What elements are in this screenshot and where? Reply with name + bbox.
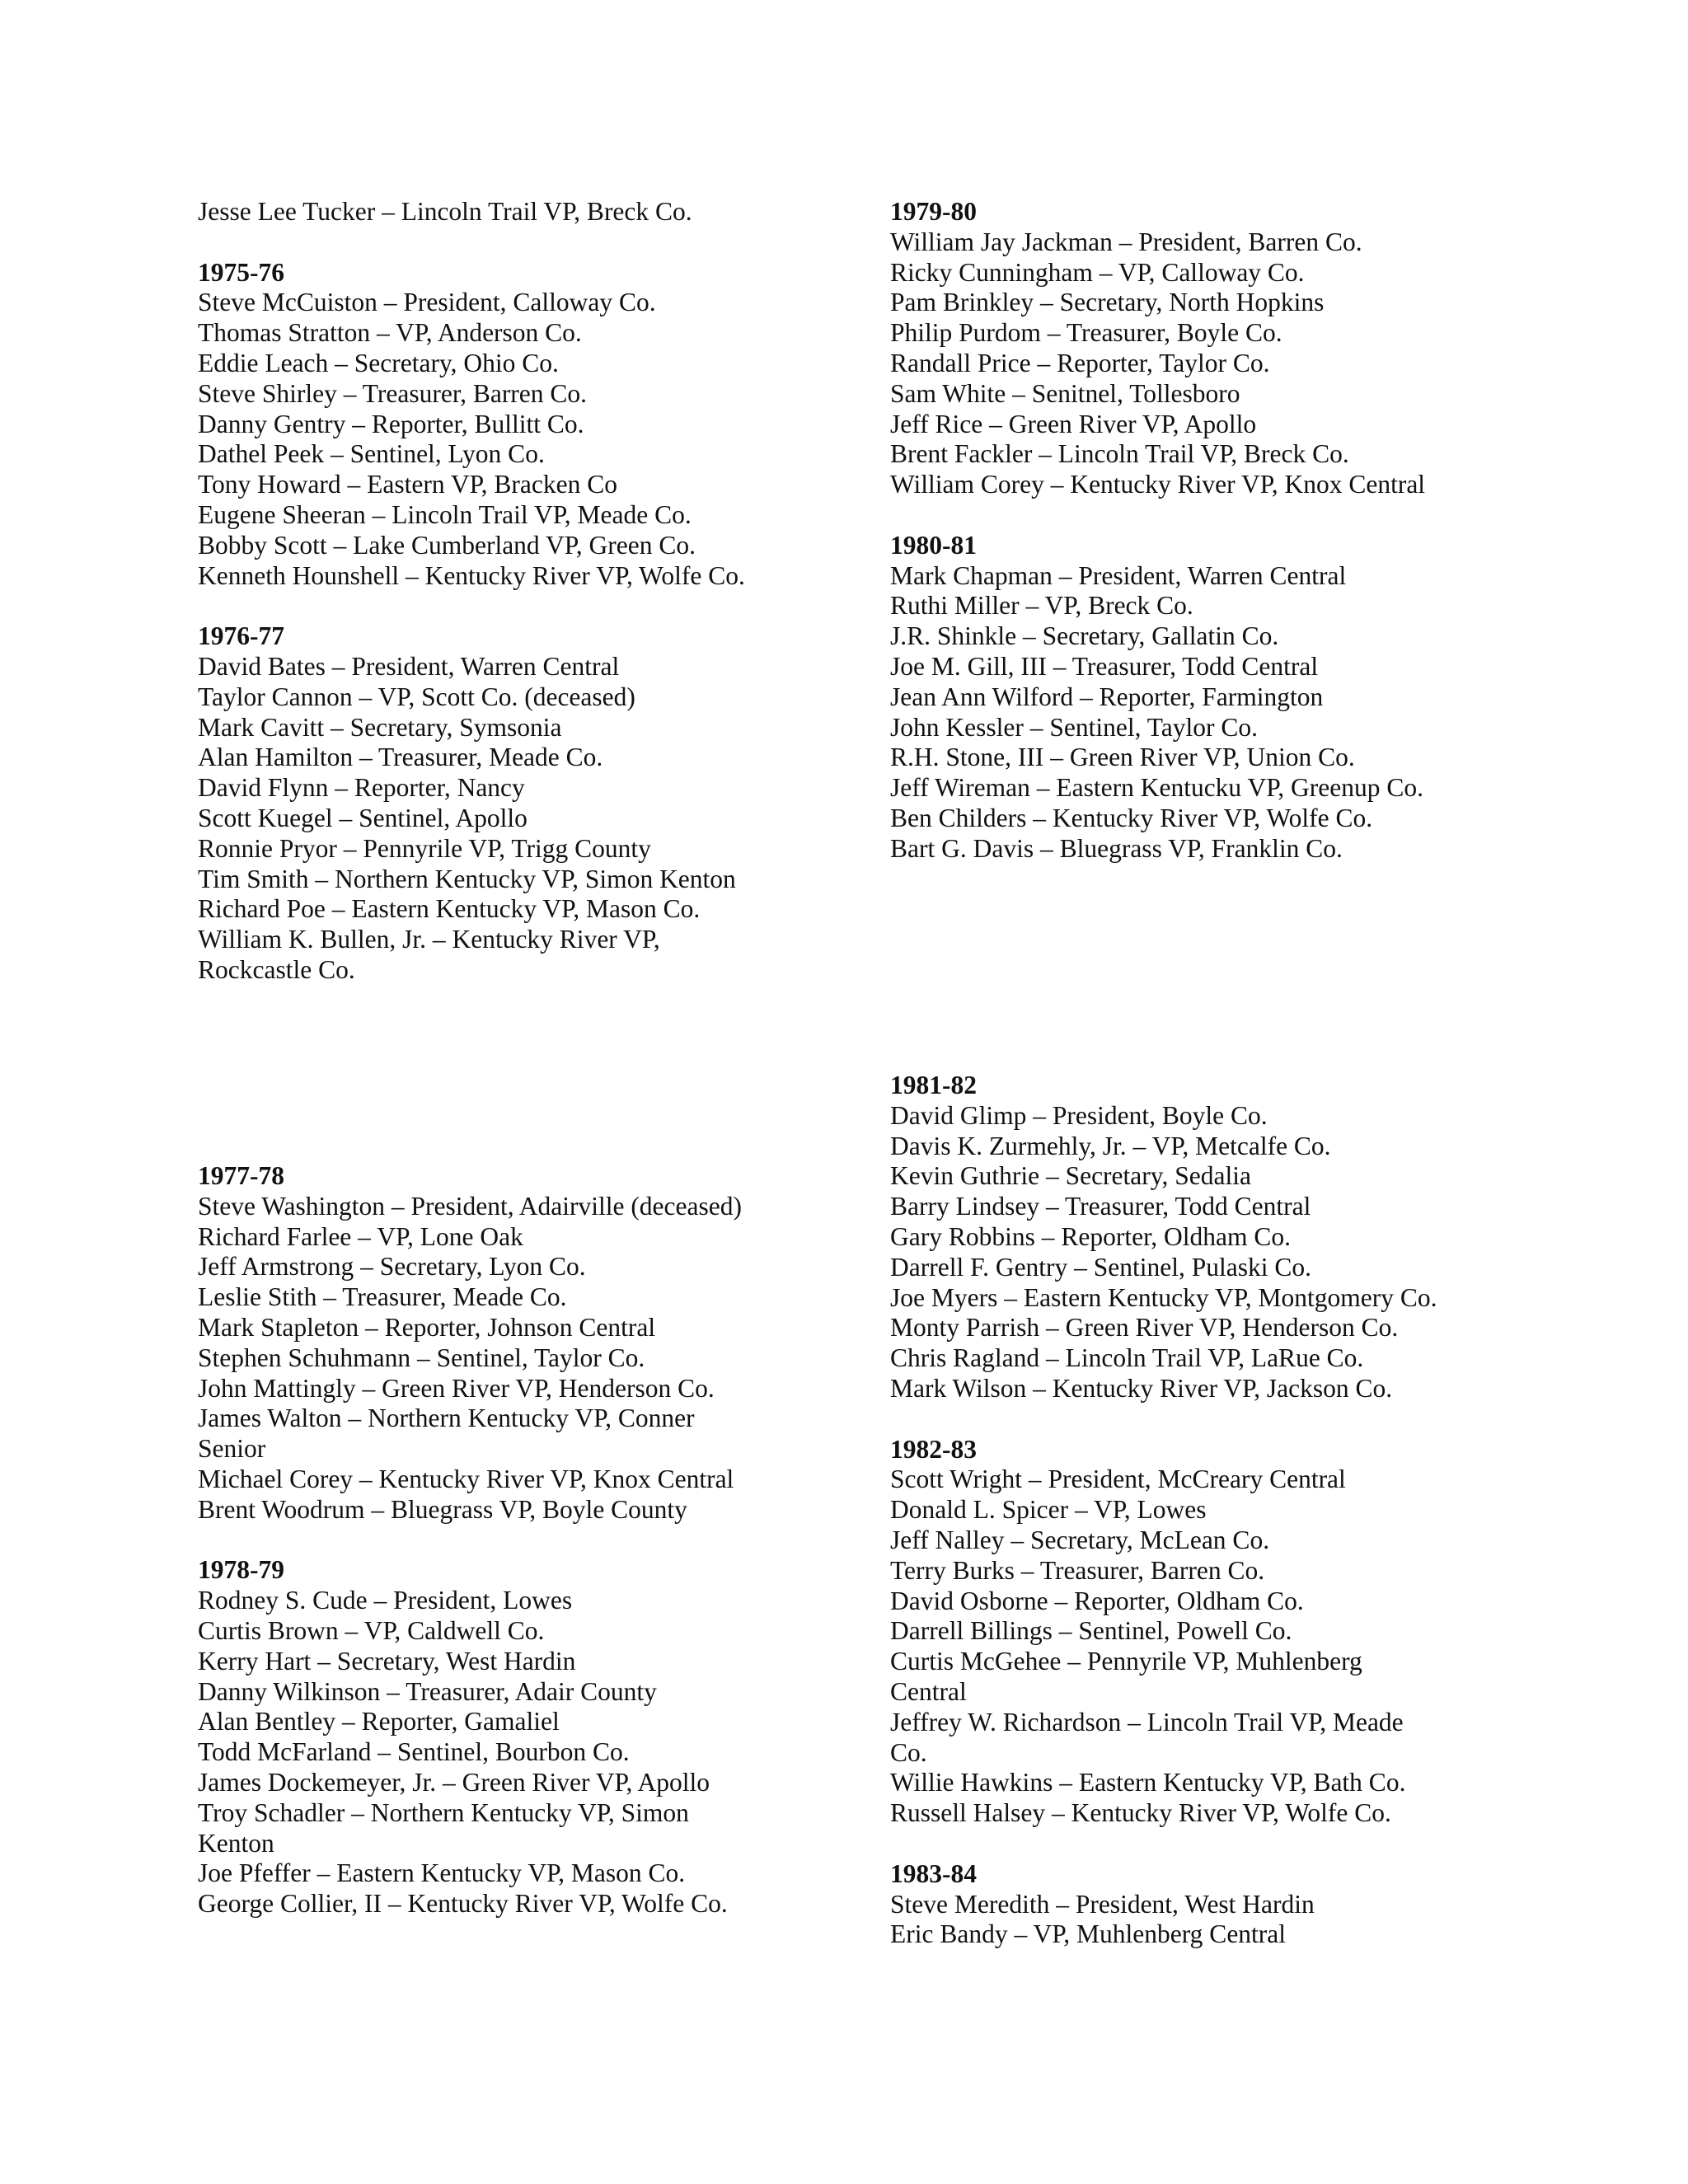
officer-line: Brent Fackler – Lincoln Trail VP, Breck Co. (890, 439, 1349, 469)
officer-line: Chris Ragland – Lincoln Trail VP, LaRue Co. (890, 1343, 1364, 1373)
officer-line: Philip Purdom – Treasurer, Boyle Co. (890, 318, 1282, 348)
officer-line: David Bates – President, Warren Central (198, 651, 620, 681)
year-heading: 1976-77 (198, 621, 284, 651)
officer-line: Mark Cavitt – Secretary, Symsonia (198, 712, 562, 742)
left-column-bottom (198, 1161, 824, 1919)
officer-line: Russell Halsey – Kentucky River VP, Wolfe Co. (890, 1798, 1391, 1828)
officer-line: Joe Myers – Eastern Kentucky VP, Montgomery Co. (890, 1282, 1437, 1312)
officer-line: Alan Bentley – Reporter, Gamaliel (198, 1707, 560, 1736)
officer-group-1982-83 (890, 1435, 1517, 1829)
year-heading: 1983-84 (890, 1858, 977, 1888)
officer-line: R.H. Stone, III – Green River VP, Union Co. (890, 743, 1355, 772)
officer-line: James Dockemeyer, Jr. – Green River VP, Apollo (198, 1767, 710, 1797)
year-heading: 1980-81 (890, 530, 977, 560)
officer-line: Danny Gentry – Reporter, Bullitt Co. (198, 409, 584, 438)
officer-group-1976-77 (198, 621, 824, 986)
officer-line: Darrell Billings – Sentinel, Powell Co. (890, 1616, 1292, 1646)
officer-line: Alan Hamilton – Treasurer, Meade Co. (198, 743, 603, 772)
officer-line: Sam White – Senitnel, Tollesboro (890, 378, 1240, 408)
officer-line: Jeff Nalley – Secretary, McLean Co. (890, 1525, 1270, 1554)
officer-line: Ruthi Miller – VP, Breck Co. (890, 591, 1193, 621)
officer-line: Curtis Brown – VP, Caldwell Co. (198, 1615, 545, 1645)
officer-line: Ricky Cunningham – VP, Calloway Co. (890, 257, 1305, 287)
officer-line: William K. Bullen, Jr. – Kentucky River VP, (198, 925, 660, 954)
officer-line: Richard Farlee – VP, Lone Oak (198, 1221, 523, 1251)
right-column-bottom (890, 1071, 1517, 1950)
officer-line: Steve McCuiston – President, Calloway Co. (198, 288, 656, 317)
year-heading: 1975-76 (198, 257, 284, 287)
officer-line: Steve Washington – President, Adairville (deceased) (198, 1191, 742, 1221)
officer-group-1981-82 (890, 1071, 1517, 1404)
officer-line: Co. (890, 1737, 927, 1767)
officer-line: Dathel Peek – Sentinel, Lyon Co. (198, 439, 545, 469)
officer-line: Jeffrey W. Richardson – Lincoln Trail VP, Meade (890, 1707, 1404, 1736)
officer-line: Taylor Cannon – VP, Scott Co. (deceased) (198, 682, 635, 711)
officer-line: George Collier, II – Kentucky River VP, Wolfe Co. (198, 1889, 728, 1919)
officer-line: Jeff Armstrong – Secretary, Lyon Co. (198, 1252, 586, 1282)
officer-line: William Jay Jackman – President, Barren Co. (890, 227, 1362, 256)
officer-line: Mark Stapleton – Reporter, Johnson Central (198, 1312, 656, 1342)
officer-line: Joe M. Gill, III – Treasurer, Todd Central (890, 651, 1319, 681)
officer-line: Joe Pfeffer – Eastern Kentucky VP, Mason Co. (198, 1858, 686, 1888)
officer-line: Monty Parrish – Green River VP, Henderson Co. (890, 1313, 1399, 1343)
officer-line: Danny Wilkinson – Treasurer, Adair County (198, 1676, 657, 1706)
officer-line: Darrell F. Gentry – Sentinel, Pulaski Co. (890, 1252, 1312, 1282)
officer-line: John Kessler – Sentinel, Taylor Co. (890, 712, 1259, 742)
officer-line: Kenneth Hounshell – Kentucky River VP, Wolfe Co. (198, 560, 745, 590)
officer-line: Kevin Guthrie – Secretary, Sedalia (890, 1161, 1251, 1191)
officer-line: J.R. Shinkle – Secretary, Gallatin Co. (890, 621, 1279, 651)
officer-group-1978-79 (198, 1555, 824, 1919)
officer-line: Jean Ann Wilford – Reporter, Farmington (890, 682, 1324, 711)
officer-line: Stephen Schuhmann – Sentinel, Taylor Co. (198, 1343, 645, 1372)
officer-line: Mark Wilson – Kentucky River VP, Jackson Co. (890, 1373, 1393, 1403)
officer-line: Terry Burks – Treasurer, Barren Co. (890, 1555, 1265, 1585)
officer-line: Donald L. Spicer – VP, Lowes (890, 1495, 1207, 1525)
year-heading: 1981-82 (890, 1071, 977, 1099)
officer-group-1983-84 (890, 1859, 1517, 1950)
officer-group-1979-80 (890, 197, 1517, 500)
year-heading: 1978-79 (198, 1555, 284, 1585)
officer-line: Kenton (198, 1828, 274, 1858)
officer-line: Ben Childers – Kentucky River VP, Wolfe Co. (890, 803, 1373, 832)
officer-line: Leslie Stith – Treasurer, Meade Co. (198, 1282, 567, 1312)
officer-line: Todd McFarland – Sentinel, Bourbon Co. (198, 1737, 630, 1767)
officer-line: Scott Wright – President, McCreary Central (890, 1465, 1346, 1494)
officer-line: Ronnie Pryor – Pennyrile VP, Trigg County (198, 833, 651, 863)
left-column-top (198, 197, 824, 986)
officer-line: Scott Kuegel – Sentinel, Apollo (198, 803, 528, 832)
officer-line: Kerry Hart – Secretary, West Hardin (198, 1646, 576, 1675)
officer-line: Gary Robbins – Reporter, Oldham Co. (890, 1221, 1292, 1251)
right-column-top (890, 197, 1517, 865)
officer-line: Willie Hawkins – Eastern Kentucky VP, Bath Co. (890, 1768, 1406, 1797)
officer-line: Michael Corey – Kentucky River VP, Knox Central (198, 1464, 734, 1493)
officer-line: Mark Chapman – President, Warren Central (890, 560, 1347, 590)
officer-line: William Corey – Kentucky River VP, Knox Central (890, 470, 1426, 499)
officer-line: Senior (198, 1434, 266, 1464)
officer-line: Steve Meredith – President, West Hardin (890, 1889, 1315, 1919)
officer-line: David Glimp – President, Boyle Co. (890, 1100, 1268, 1130)
officer-line: Eugene Sheeran – Lincoln Trail VP, Meade Co. (198, 499, 692, 529)
officer-line: Pam Brinkley – Secretary, North Hopkins (890, 288, 1325, 317)
officer-line: Rockcastle Co. (198, 954, 355, 984)
officer-line: John Mattingly – Green River VP, Henderson Co. (198, 1373, 715, 1403)
year-heading: 1979-80 (890, 197, 977, 226)
officer-group-1980-81 (890, 531, 1517, 865)
officer-line: Bobby Scott – Lake Cumberland VP, Green Co. (198, 530, 696, 560)
officer-line: Davis K. Zurmehly, Jr. – VP, Metcalfe Co. (890, 1131, 1331, 1160)
officer-line: Rodney S. Cude – President, Lowes (198, 1586, 573, 1615)
year-heading: 1982-83 (890, 1434, 977, 1464)
officer-line: Troy Schadler – Northern Kentucky VP, Simon (198, 1797, 689, 1827)
carryover-line: Jesse Lee Tucker – Lincoln Trail VP, Breck Co. (198, 197, 692, 226)
officer-line: Tim Smith – Northern Kentucky VP, Simon Kenton (198, 864, 736, 893)
officer-line: Eddie Leach – Secretary, Ohio Co. (198, 348, 559, 377)
officer-line: Barry Lindsey – Treasurer, Todd Central (890, 1192, 1311, 1221)
officer-line: Jeff Wireman – Eastern Kentucku VP, Greenup Co. (890, 773, 1423, 803)
officer-line: Thomas Stratton – VP, Anderson Co. (198, 318, 582, 348)
officer-line: Jeff Rice – Green River VP, Apollo (890, 409, 1257, 438)
officer-line: Richard Poe – Eastern Kentucky VP, Mason Co. (198, 894, 701, 924)
officer-line: Tony Howard – Eastern VP, Bracken Co (198, 470, 617, 499)
officer-line: Randall Price – Reporter, Taylor Co. (890, 348, 1270, 377)
officer-line: David Flynn – Reporter, Nancy (198, 773, 525, 803)
officer-line: David Osborne – Reporter, Oldham Co. (890, 1586, 1304, 1615)
officer-line: Eric Bandy – VP, Muhlenberg Central (890, 1919, 1287, 1949)
officer-line: Steve Shirley – Treasurer, Barren Co. (198, 378, 588, 408)
officer-line: Brent Woodrum – Bluegrass VP, Boyle County (198, 1494, 687, 1524)
officer-line: Central (890, 1676, 967, 1706)
officer-group-1975-76 (198, 258, 824, 592)
officer-line: Curtis McGehee – Pennyrile VP, Muhlenberg (890, 1647, 1362, 1676)
officer-line: James Walton – Northern Kentucky VP, Conner (198, 1404, 695, 1433)
officer-line: Bart G. Davis – Bluegrass VP, Franklin Co. (890, 833, 1343, 863)
year-heading: 1977-78 (198, 1161, 284, 1190)
officer-group-1977-78 (198, 1161, 824, 1526)
